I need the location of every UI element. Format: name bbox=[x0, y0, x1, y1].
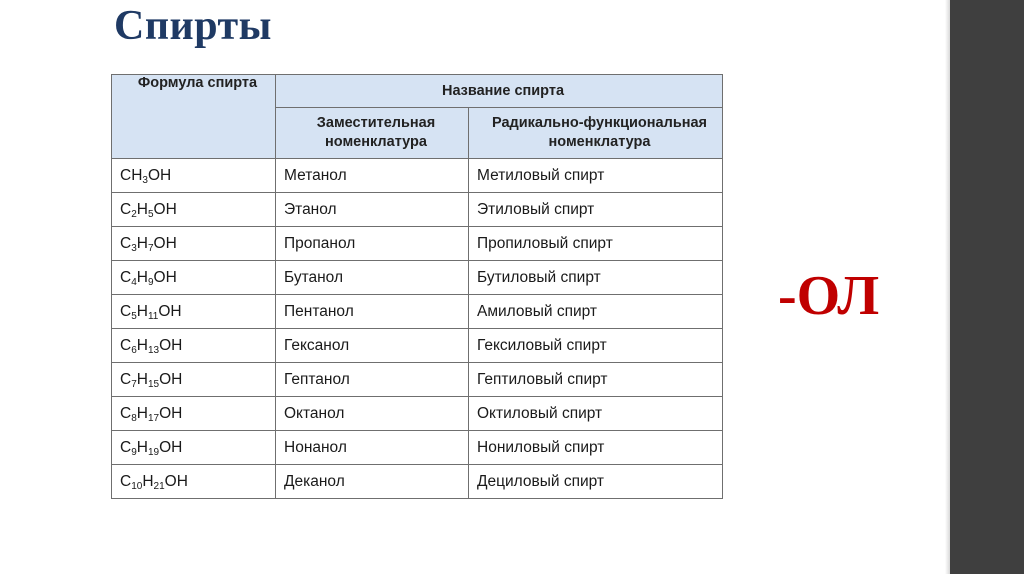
formula-cell: $C_8H_{17}OH$ bbox=[112, 397, 276, 431]
substitutive-name-cell: Октанол bbox=[276, 397, 469, 431]
radical-name-cell: Амиловый спирт bbox=[469, 295, 723, 329]
formula-cell: $C_3H_7OH$ bbox=[112, 227, 276, 261]
header-substitutive: Заместительная номенклатура bbox=[276, 108, 469, 159]
table-row bbox=[112, 261, 723, 295]
slide-title: Спирты bbox=[114, 3, 272, 49]
radical-name-cell: Октиловый спирт bbox=[469, 397, 723, 431]
formula-cell: $CH_3OH$ bbox=[112, 159, 276, 193]
radical-name-cell: Гексиловый спирт bbox=[469, 329, 723, 363]
table-row bbox=[112, 363, 723, 397]
formula-cell: $C_9H_{19}OH$ bbox=[112, 431, 276, 465]
formula-cell: $C_6H_{13}OH$ bbox=[112, 329, 276, 363]
substitutive-name-cell: Бутанол bbox=[276, 261, 469, 295]
formula-cell: $C_5H_{11}OH$ bbox=[112, 295, 276, 329]
substitutive-name-cell: Гептанол bbox=[276, 363, 469, 397]
substitutive-name-cell: Деканол bbox=[276, 465, 469, 499]
radical-name-cell: Этиловый спирт bbox=[469, 193, 723, 227]
formula-cell: $C_7H_{15}OH$ bbox=[112, 363, 276, 397]
radical-name-cell: Дециловый спирт bbox=[469, 465, 723, 499]
substitutive-name-cell: Пропанол bbox=[276, 227, 469, 261]
table-row bbox=[112, 227, 723, 261]
table-row bbox=[112, 465, 723, 499]
substitutive-name-cell: Метанол bbox=[276, 159, 469, 193]
formula-cell: $C_4H_9OH$ bbox=[112, 261, 276, 295]
substitutive-name-cell: Пентанол bbox=[276, 295, 469, 329]
formula-cell: $C_2H_5OH$ bbox=[112, 193, 276, 227]
substitutive-name-cell: Гексанол bbox=[276, 329, 469, 363]
table-row bbox=[112, 193, 723, 227]
radical-name-cell: Пропиловый спирт bbox=[469, 227, 723, 261]
header-formula: Формула спирта bbox=[112, 75, 276, 159]
substitutive-name-cell: Этанол bbox=[276, 193, 469, 227]
radical-name-cell: Бутиловый спирт bbox=[469, 261, 723, 295]
header-radical-functional: Радикально-функциональная номенклатура bbox=[469, 108, 723, 159]
radical-name-cell: Метиловый спирт bbox=[469, 159, 723, 193]
radical-name-cell: Гептиловый спирт bbox=[469, 363, 723, 397]
substitutive-name-cell: Нонанол bbox=[276, 431, 469, 465]
sidebar-panel bbox=[950, 0, 1024, 574]
table-row bbox=[112, 295, 723, 329]
table-row bbox=[112, 159, 723, 193]
table-row bbox=[112, 431, 723, 465]
suffix-label: -ОЛ bbox=[778, 265, 880, 327]
header-name: Название спирта bbox=[276, 75, 723, 108]
radical-name-cell: Нониловый спирт bbox=[469, 431, 723, 465]
alcohols-table bbox=[111, 74, 723, 499]
table-body bbox=[112, 159, 723, 499]
formula-cell: $C_{10}H_{21}OH$ bbox=[112, 465, 276, 499]
table-row bbox=[112, 397, 723, 431]
table-row bbox=[112, 329, 723, 363]
